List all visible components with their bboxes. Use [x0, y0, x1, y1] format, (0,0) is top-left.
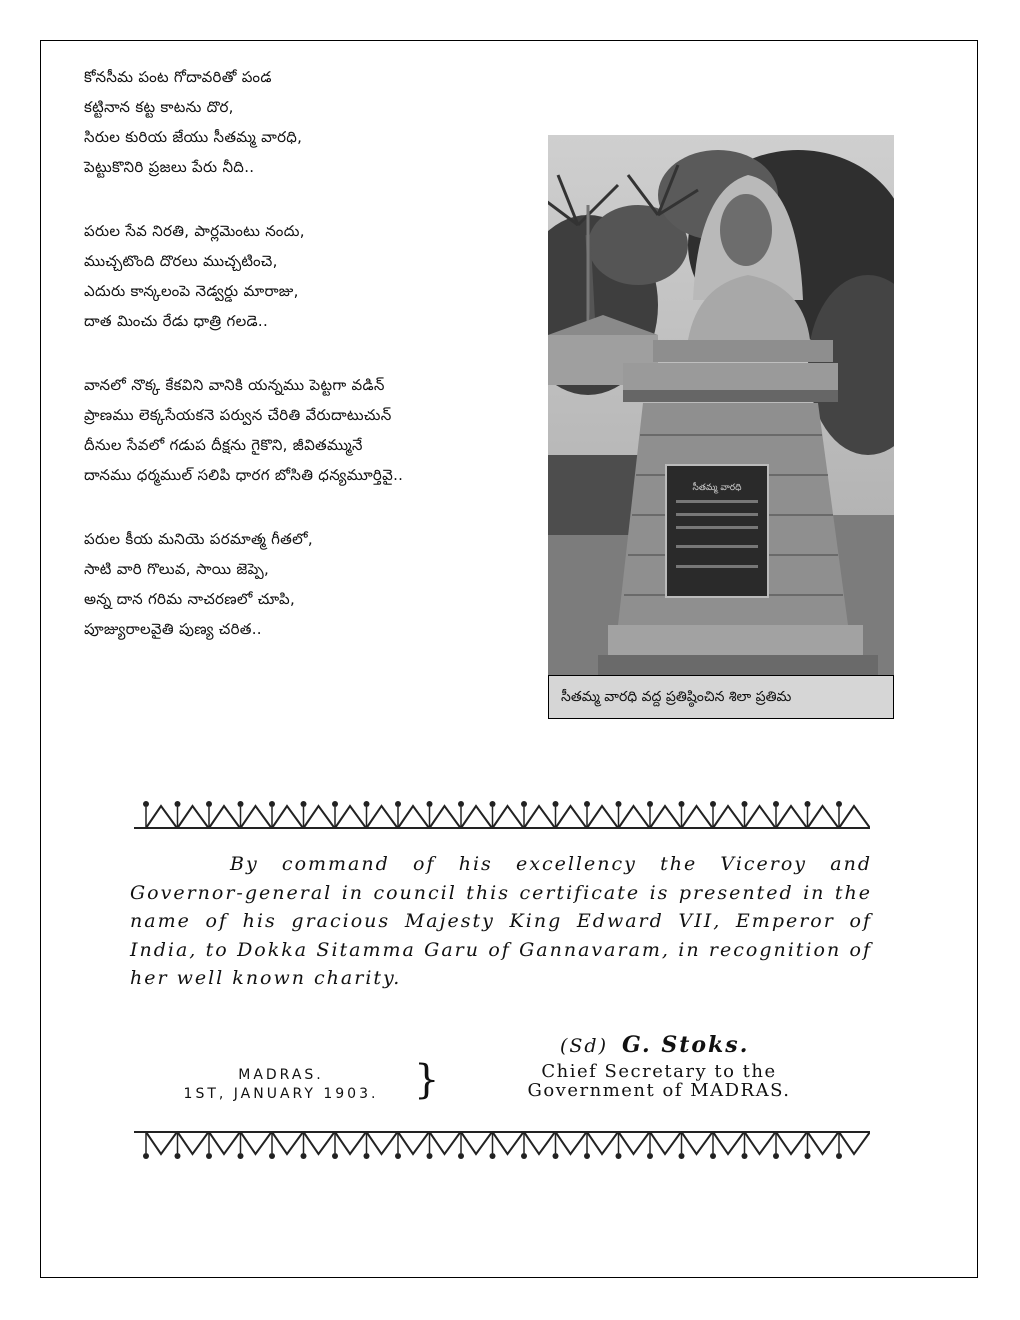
statue-photo-illustration — [548, 135, 894, 675]
office-line-1: Chief Secretary to the — [541, 1061, 777, 1082]
place: MADRAS. — [238, 1067, 324, 1083]
poem-line: దాత మించు రేడు ధాత్రి గలడె.. — [84, 312, 269, 330]
poem-line: పరుల కీయ మనియె పరమాత్మ గీతలో, — [84, 530, 313, 548]
signatory-name: G. Stoks. — [622, 1032, 750, 1058]
ornament-pattern — [134, 801, 870, 828]
poem-line: పరుల సేవ నిరతి, పార్లమెంటు నందు, — [84, 222, 305, 240]
ornament-pattern — [134, 1132, 870, 1159]
certificate-text — [130, 850, 872, 993]
poem-line: సిరుల కురియ జేయు సీతమ్మ వారధి, — [84, 128, 303, 146]
poem-line: కట్టినాన కట్ట కాటను దొర, — [84, 98, 234, 116]
poem-line: దానము ధర్మముల్ సలిపి ధారగ బోసితి ధన్యమూర్తివై.. — [84, 466, 404, 484]
poem-line: ముచ్చటొంది దొరలు ముచ్చటించె, — [84, 252, 278, 270]
signature — [560, 1032, 749, 1058]
poem-stanza — [84, 216, 524, 336]
poem-line: పూజ్యురాలవైతి పుణ్య చరిత.. — [84, 620, 262, 638]
brace: } — [414, 1057, 440, 1103]
poem-line: దీనుల సేవలో గడుప దీక్షను గైకొని, జీవితమ్మునే — [84, 436, 363, 454]
plaque-text: సీతమ్మ వారధి — [692, 483, 742, 493]
date: 1ST, JANUARY 1903. — [183, 1086, 379, 1102]
poem-stanza — [84, 370, 524, 490]
poem-line: అన్న దాన గరిమ నాచరణలో చూపి, — [84, 590, 296, 608]
certificate-body: By command of his excellency the Viceroy and Governor-general in council this certificate is presented in the name of his gracious Majesty King Edward VII, Emperor of India, to Dokka Sitamma Garu of Gannavaram, in recognition of her well known charity. — [130, 853, 872, 989]
signature-sd: (Sd) — [560, 1035, 609, 1057]
place-and-date — [136, 1066, 426, 1104]
poem-line: వానలో నొక్క కేకవిని వానికి యన్నము పెట్టగా వడిన్ — [84, 376, 385, 394]
poem-line: సాటి వారి గొలువ, సాయి జెప్పె, — [84, 560, 270, 578]
poem-line: ప్రాణము లెక్కసేయకనె పర్వున చేరితి వేరుదాటుచున్ — [84, 406, 392, 424]
poem-line: పెట్టుకొనిరి ప్రజలు పేరు నీది.. — [84, 158, 255, 176]
ornamental-border-bottom — [134, 1126, 870, 1162]
statue-photo — [548, 135, 894, 675]
ornamental-border-top — [134, 798, 870, 834]
signatory-office — [444, 1062, 874, 1100]
statue-photo-figure — [548, 135, 894, 719]
poem-line: కోనసీమ పంట గోదావరితో పండ — [84, 68, 272, 86]
poem-stanza — [84, 524, 524, 644]
poem-line: ఎదురు కాన్కలంపె నెడ్వర్డు మారాజు, — [84, 282, 299, 300]
photo-caption: సీతమ్మ వారధి వద్ద ప్రతిష్ఠించిన శిలా ప్రతిమ — [548, 675, 894, 719]
poem — [84, 62, 524, 678]
poem-stanza — [84, 62, 524, 182]
office-line-2: Government of MADRAS. — [527, 1080, 791, 1101]
